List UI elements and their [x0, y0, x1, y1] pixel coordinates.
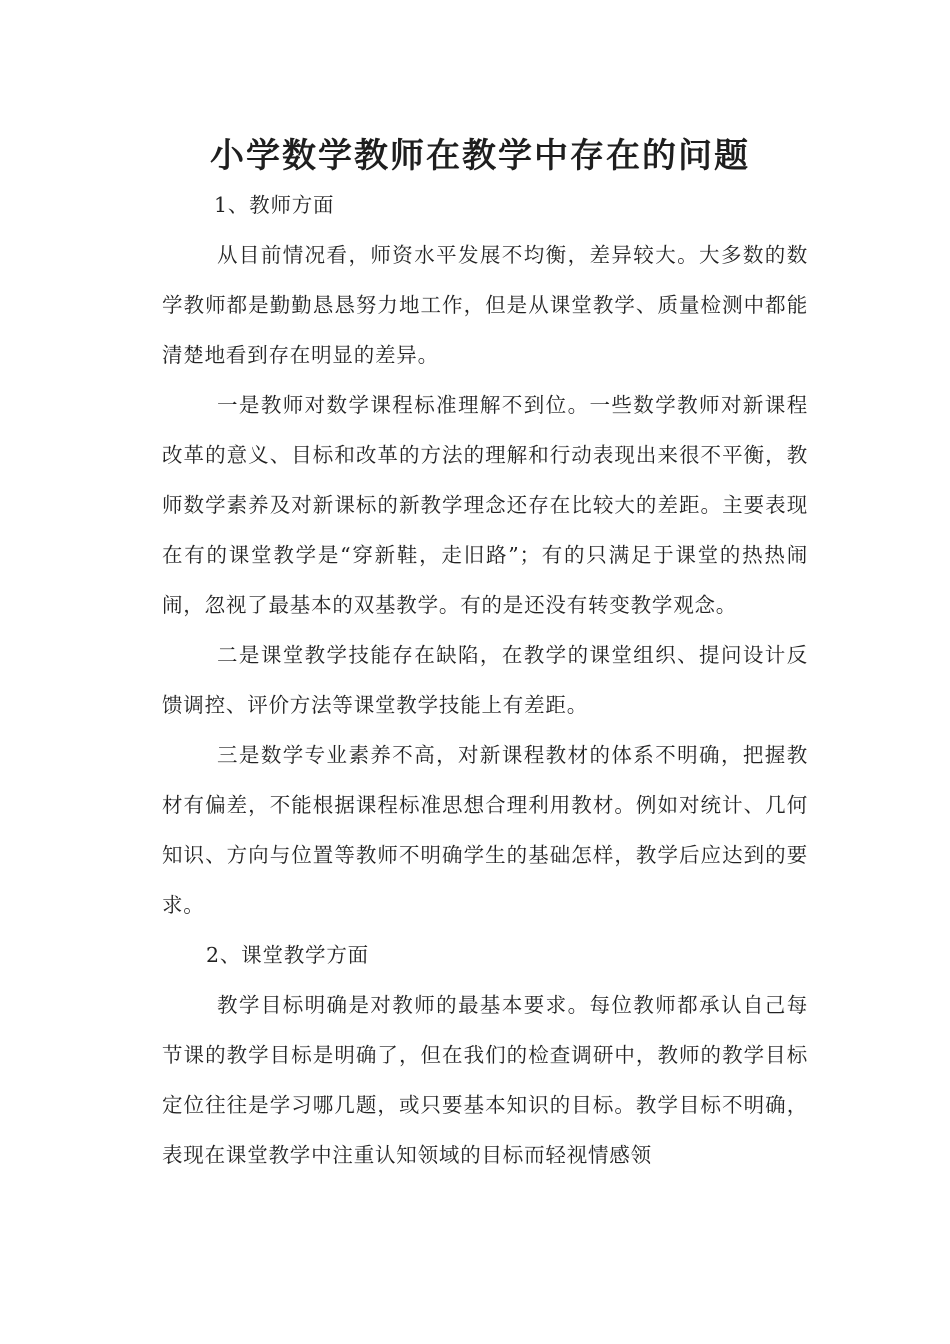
section-heading-teachers: 1、教师方面: [214, 193, 335, 217]
paragraph: 教学目标明确是对教师的最基本要求。每位教师都承认自己每节课的教学目标是明确了，但在我们的检查调研中，教师的教学目标定位往往是学习哪几题，或只要基本知识的目标。教学目标不明确，表现在课堂教学中注重认知领域的目标而轻视情感领: [162, 993, 808, 1167]
section-heading-classroom: 2、课堂教学方面: [206, 943, 369, 967]
paragraph: 二是课堂教学技能存在缺陷，在教学的课堂组织、提问设计反馈调控、评价方法等课堂教学技能上有差距。: [162, 643, 808, 717]
paragraph: 从目前情况看，师资水平发展不均衡，差异较大。大多数的数学教师都是勤勤恳恳努力地工作，但是从课堂教学、质量检测中都能清楚地看到存在明显的差异。: [162, 243, 808, 367]
paragraph: 一是教师对数学课程标准理解不到位。一些数学教师对新课程改革的意义、目标和改革的方法的理解和行动表现出来很不平衡，教师数学素养及对新课标的新教学理念还存在比较大的差距。主要表现在有的课堂教学是“穿新鞋，走旧路”；有的只满足于课堂的热热闹闹，忽视了最基本的双基教学。有的是还没有转变教学观念。: [162, 393, 808, 617]
document-body: [162, 180, 808, 1180]
document-title: 小学数学教师在教学中存在的问题: [210, 136, 750, 176]
paragraph: 三是数学专业素养不高，对新课程教材的体系不明确，把握教材有偏差，不能根据课程标准思想合理利用教材。例如对统计、几何知识、方向与位置等教师不明确学生的基础怎样，教学后应达到的要求。: [162, 743, 808, 917]
